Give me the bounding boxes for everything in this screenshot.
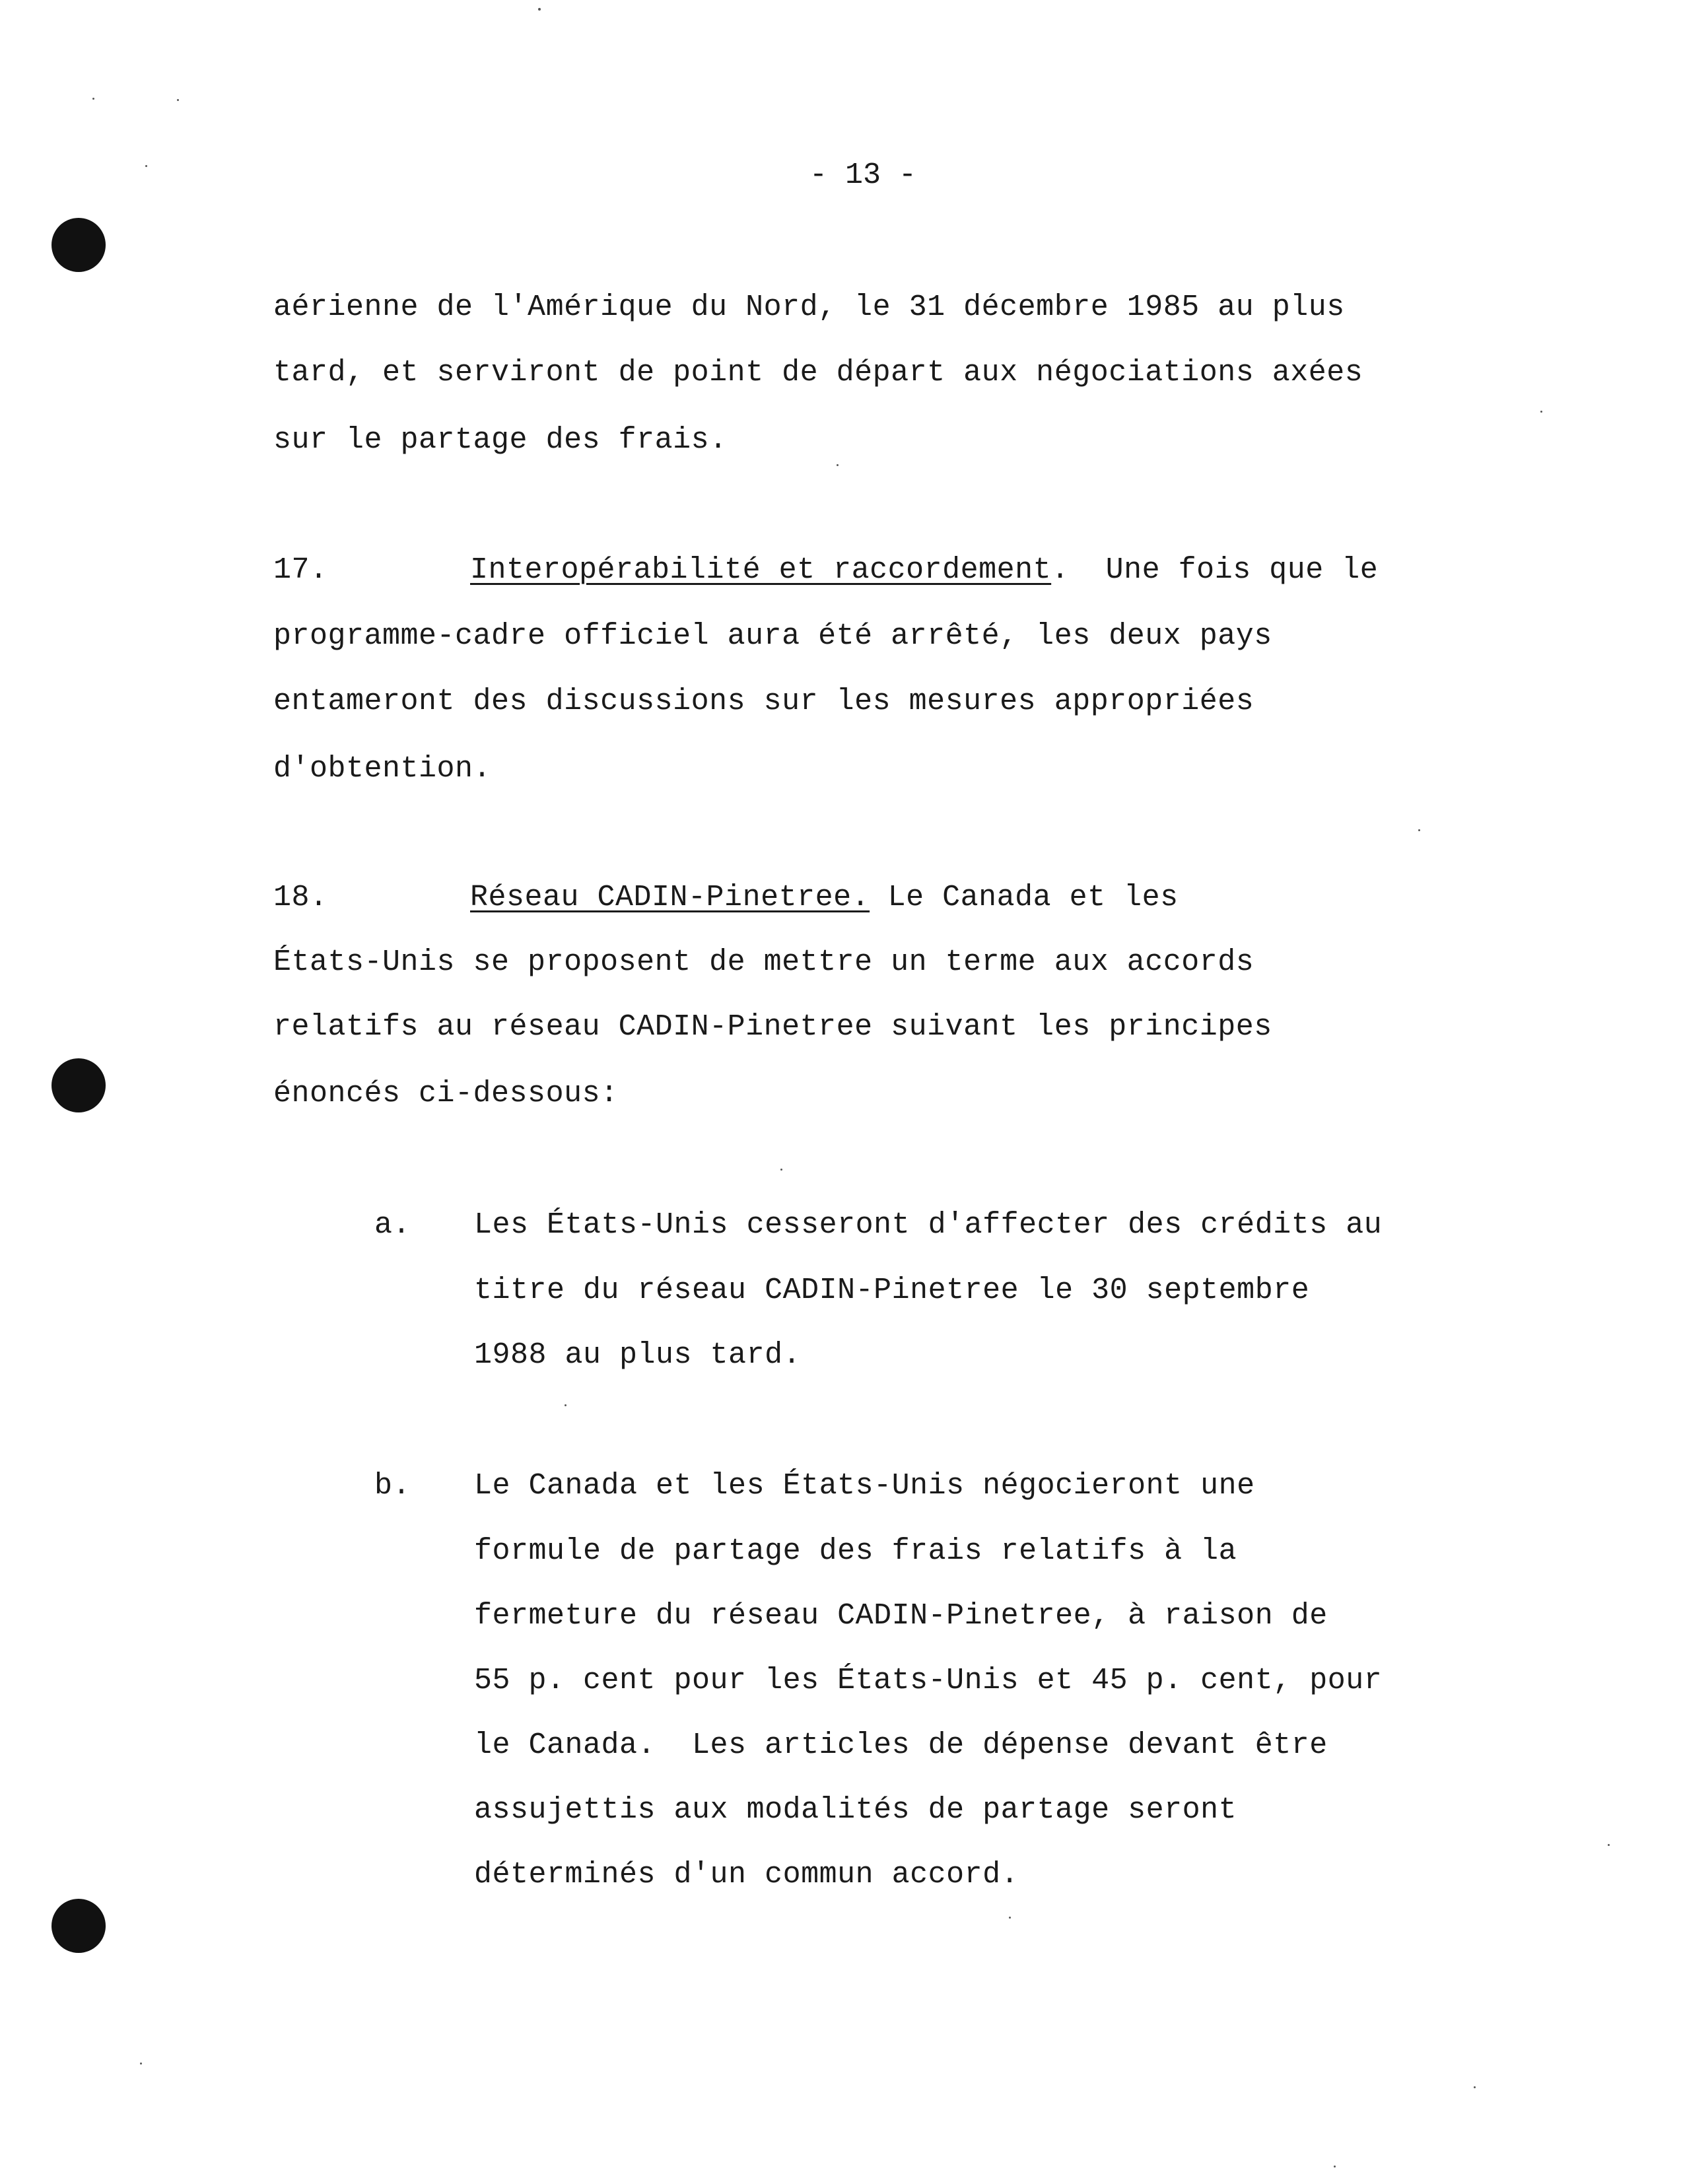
section-17-line-2: programme-cadre officiel aura été arrêté, les deux pays <box>273 619 1272 653</box>
binder-hole-middle <box>51 1058 106 1112</box>
binder-hole-bottom <box>51 1899 106 1953</box>
section-17-line-4: d'obtention. <box>273 752 492 786</box>
item-b-line-6: assujettis aux modalités de partage seront <box>474 1793 1237 1827</box>
scan-speck <box>92 98 94 100</box>
section-17-number: 17. <box>273 553 328 587</box>
section-18-line-2: États-Unis se proposent de mettre un terme aux accords <box>273 945 1254 979</box>
scan-speck <box>1608 1844 1610 1846</box>
scan-speck <box>780 1169 782 1171</box>
page-number: - 13 - <box>809 158 917 192</box>
scan-speck <box>145 165 147 167</box>
scan-speck <box>538 8 541 11</box>
scan-speck <box>1474 2086 1476 2088</box>
section-17-first-line <box>470 553 1378 588</box>
binder-hole-top <box>51 218 106 272</box>
item-b-line-1: Le Canada et les États-Unis négocieront une <box>474 1469 1255 1503</box>
scan-speck <box>1540 411 1542 413</box>
section-17-heading-punct: . <box>1051 553 1070 587</box>
section-17-line-3: entameront des discussions sur les mesures appropriées <box>273 685 1254 718</box>
item-b-line-5: le Canada. Les articles de dépense devant être <box>474 1728 1328 1762</box>
scan-speck <box>1418 829 1420 831</box>
scan-speck <box>837 464 839 466</box>
item-a-line-3: 1988 au plus tard. <box>474 1338 802 1372</box>
scan-speck <box>177 99 179 101</box>
item-a-line-1: Les États-Unis cesseront d'affecter des crédits au <box>474 1208 1383 1242</box>
section-18-first-line-rest: Le Canada et les <box>870 881 1179 914</box>
section-17-first-line-rest: Une fois que le <box>1069 553 1379 587</box>
item-a-line-2: titre du réseau CADIN-Pinetree le 30 septembre <box>474 1274 1310 1307</box>
section-18-line-4: énoncés ci-dessous: <box>273 1077 619 1110</box>
item-b-marker: b. <box>374 1469 411 1503</box>
intro-line-1: aérienne de l'Amérique du Nord, le 31 décembre 1985 au plus <box>273 290 1345 324</box>
item-b-line-2: formule de partage des frais relatifs à la <box>474 1534 1237 1568</box>
scan-speck <box>565 1404 566 1406</box>
section-18-heading: Réseau CADIN-Pinetree. <box>470 881 870 914</box>
intro-line-3: sur le partage des frais. <box>273 423 728 457</box>
item-b-line-7: déterminés d'un commun accord. <box>474 1858 1019 1892</box>
scan-speck <box>1009 1917 1011 1919</box>
item-a-marker: a. <box>374 1208 411 1242</box>
intro-line-2: tard, et serviront de point de départ aux négociations axées <box>273 356 1363 390</box>
scan-speck <box>140 2063 142 2065</box>
scan-speck <box>1334 2166 1336 2167</box>
section-18-first-line <box>470 881 1179 915</box>
section-17-heading: Interopérabilité et raccordement <box>470 553 1052 587</box>
item-b-line-4: 55 p. cent pour les États-Unis et 45 p. cent, pour <box>474 1664 1383 1697</box>
section-18-line-3: relatifs au réseau CADIN-Pinetree suivant les principes <box>273 1010 1272 1044</box>
item-b-line-3: fermeture du réseau CADIN-Pinetree, à raison de <box>474 1599 1328 1633</box>
section-18-number: 18. <box>273 881 328 914</box>
